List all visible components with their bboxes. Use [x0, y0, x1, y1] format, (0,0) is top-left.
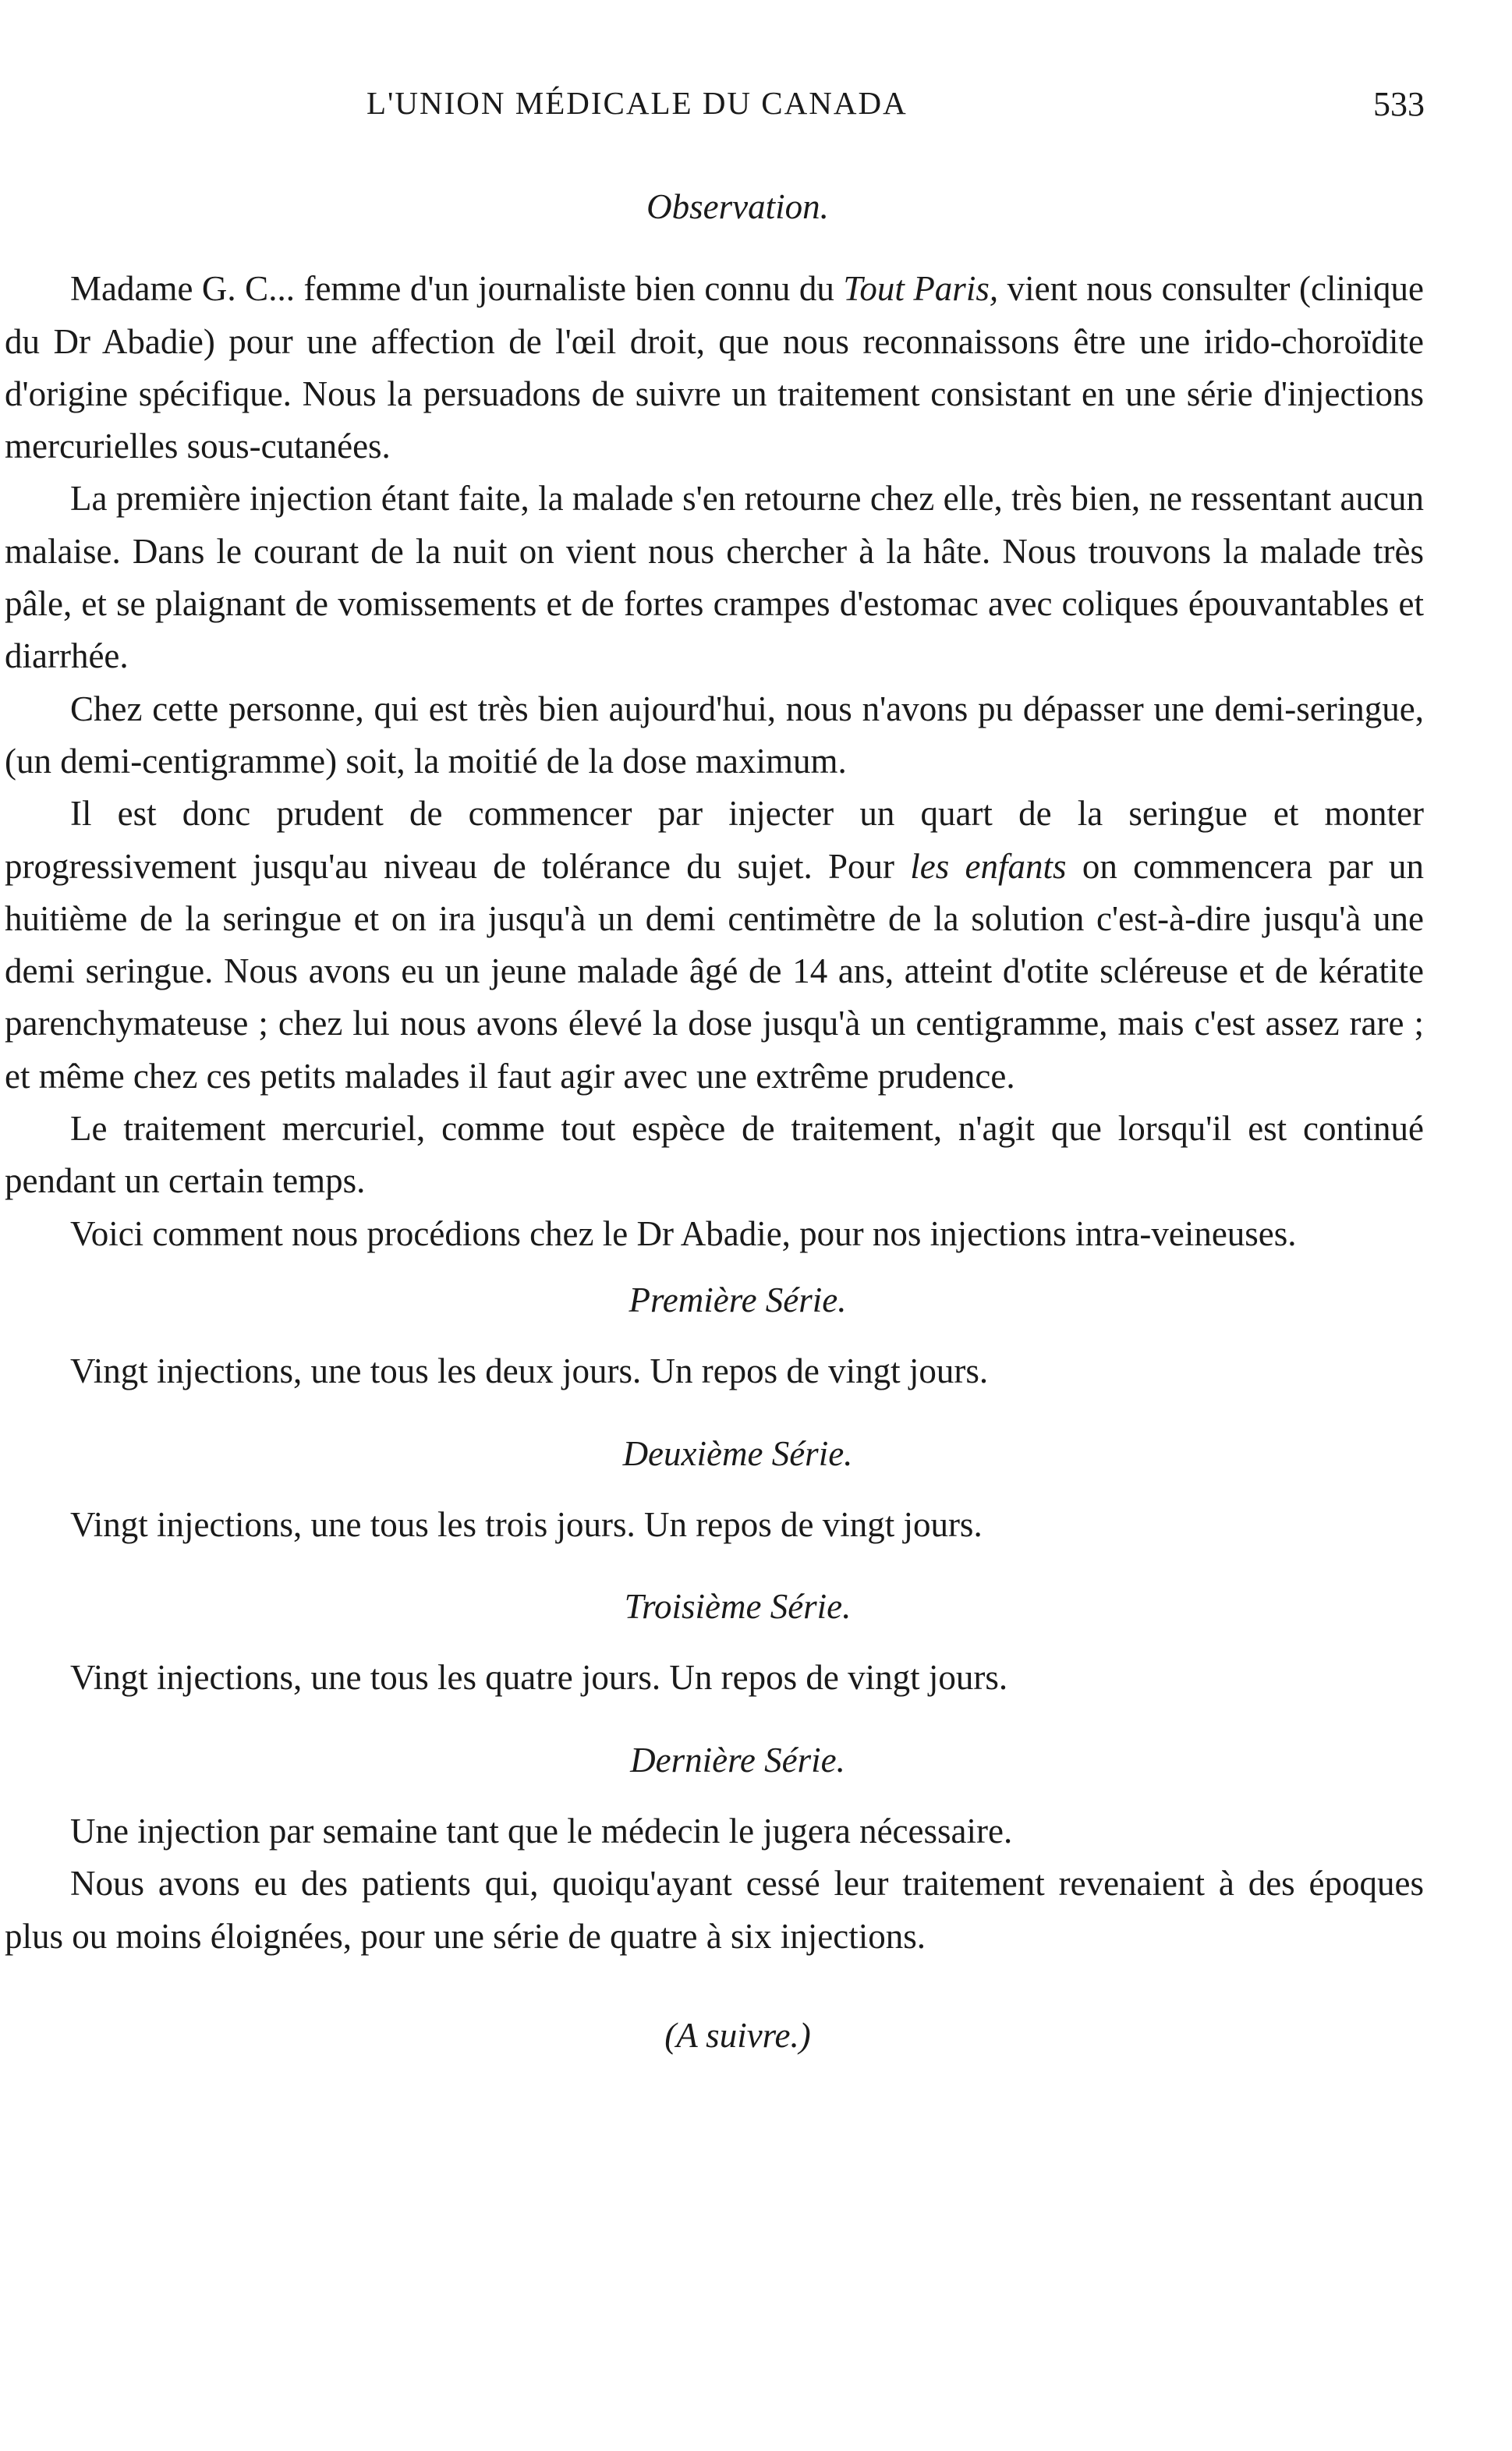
paragraph-progressive-dosing	[5, 788, 1424, 1103]
paragraph-text: vient nous consulter (clinique du Dr Abadie) pour une affection de l'œil droit, que nous reconnaissons être une irido-choroïdite d'origine spécifique. Nous la persuadons de suivre un traitement consistant en une série d'injections mercurielles sous-cutanées.	[5, 269, 1424, 466]
series-text: Vingt injections, une tous les quatre jours. Un repos de vingt jours.	[70, 1658, 1008, 1698]
paragraph-text: Madame G. C... femme d'un journaliste bien connu du	[70, 269, 844, 309]
series-heading: Dernière Série.	[630, 1740, 845, 1780]
page-number: 533	[1373, 85, 1425, 123]
series-heading: Première Série.	[629, 1280, 847, 1319]
italic-text: Tout Paris,	[843, 269, 999, 309]
article-body	[5, 181, 1424, 2062]
series-heading: Deuxième Série.	[622, 1433, 853, 1473]
series-heading: Troisième Série.	[624, 1587, 852, 1627]
to-be-continued-note: (A suivre.)	[664, 2015, 811, 2055]
paragraph-closing: Nous avons eu des patients qui, quoiqu'ayant cessé leur traitement revenaient à des époques plus ou moins éloignées, pour une série de quatre à six injections.	[5, 1864, 1424, 1956]
series-list	[5, 1274, 1424, 1858]
page-header	[0, 84, 1512, 131]
series-text: Vingt injections, une tous les trois jours. Un repos de vingt jours.	[70, 1504, 983, 1544]
italic-text: les enfants	[910, 846, 1067, 886]
observation-heading: Observation.	[646, 187, 829, 226]
series-text: Vingt injections, une tous les deux jours. Un repos de vingt jours.	[70, 1351, 989, 1391]
paragraph-case-description	[5, 263, 1424, 473]
paragraph-procedure-intro: Voici comment nous procédions chez le Dr Abadie, pour nos injections intra-veineuses.	[70, 1213, 1297, 1253]
paragraph-text: on commencera par un huitième de la seringue et on ira jusqu'à un demi centimètre de la solution c'est-à-dire jusqu'à une demi seringue. Nous avons eu un jeune malade âgé de 14 ans, atteint d'otite scléreuse et de kératite parenchymateuse ; chez lui nous avons élevé la dose jusqu'à un centigramme, mais c'est assez rare ; et même chez ces petits malades il faut agir avec une extrême prudence.	[5, 846, 1424, 1096]
paragraph-treatment-duration: Le traitement mercuriel, comme tout espèce de traitement, n'agit que lorsqu'il est continué pendant un certain temps.	[5, 1109, 1424, 1201]
paragraph-dose: Chez cette personne, qui est très bien aujourd'hui, nous n'avons pu dépasser une demi-seringue, (un demi-centigramme) soit, la moitié de la dose maximum.	[5, 689, 1424, 781]
paragraph-first-injection: La première injection étant faite, la malade s'en retourne chez elle, très bien, ne ressentant aucun malaise. Dans le courant de la nuit on vient nous chercher à la hâte. Nous trouvons la malade très pâle, et se plaignant de vomissements et de fortes crampes d'estomac avec coliques épouvantables et diarrhée.	[5, 479, 1424, 676]
running-title: L'UNION MÉDICALE DU CANADA	[366, 85, 908, 121]
paragraph-text: Il est donc prudent de commencer par injecter un quart de la seringue et monter progressivement jusqu'au niveau de tolérance du sujet. Pour	[5, 794, 1424, 886]
series-text: Une injection par semaine tant que le médecin le jugera nécessaire.	[70, 1812, 1013, 1851]
